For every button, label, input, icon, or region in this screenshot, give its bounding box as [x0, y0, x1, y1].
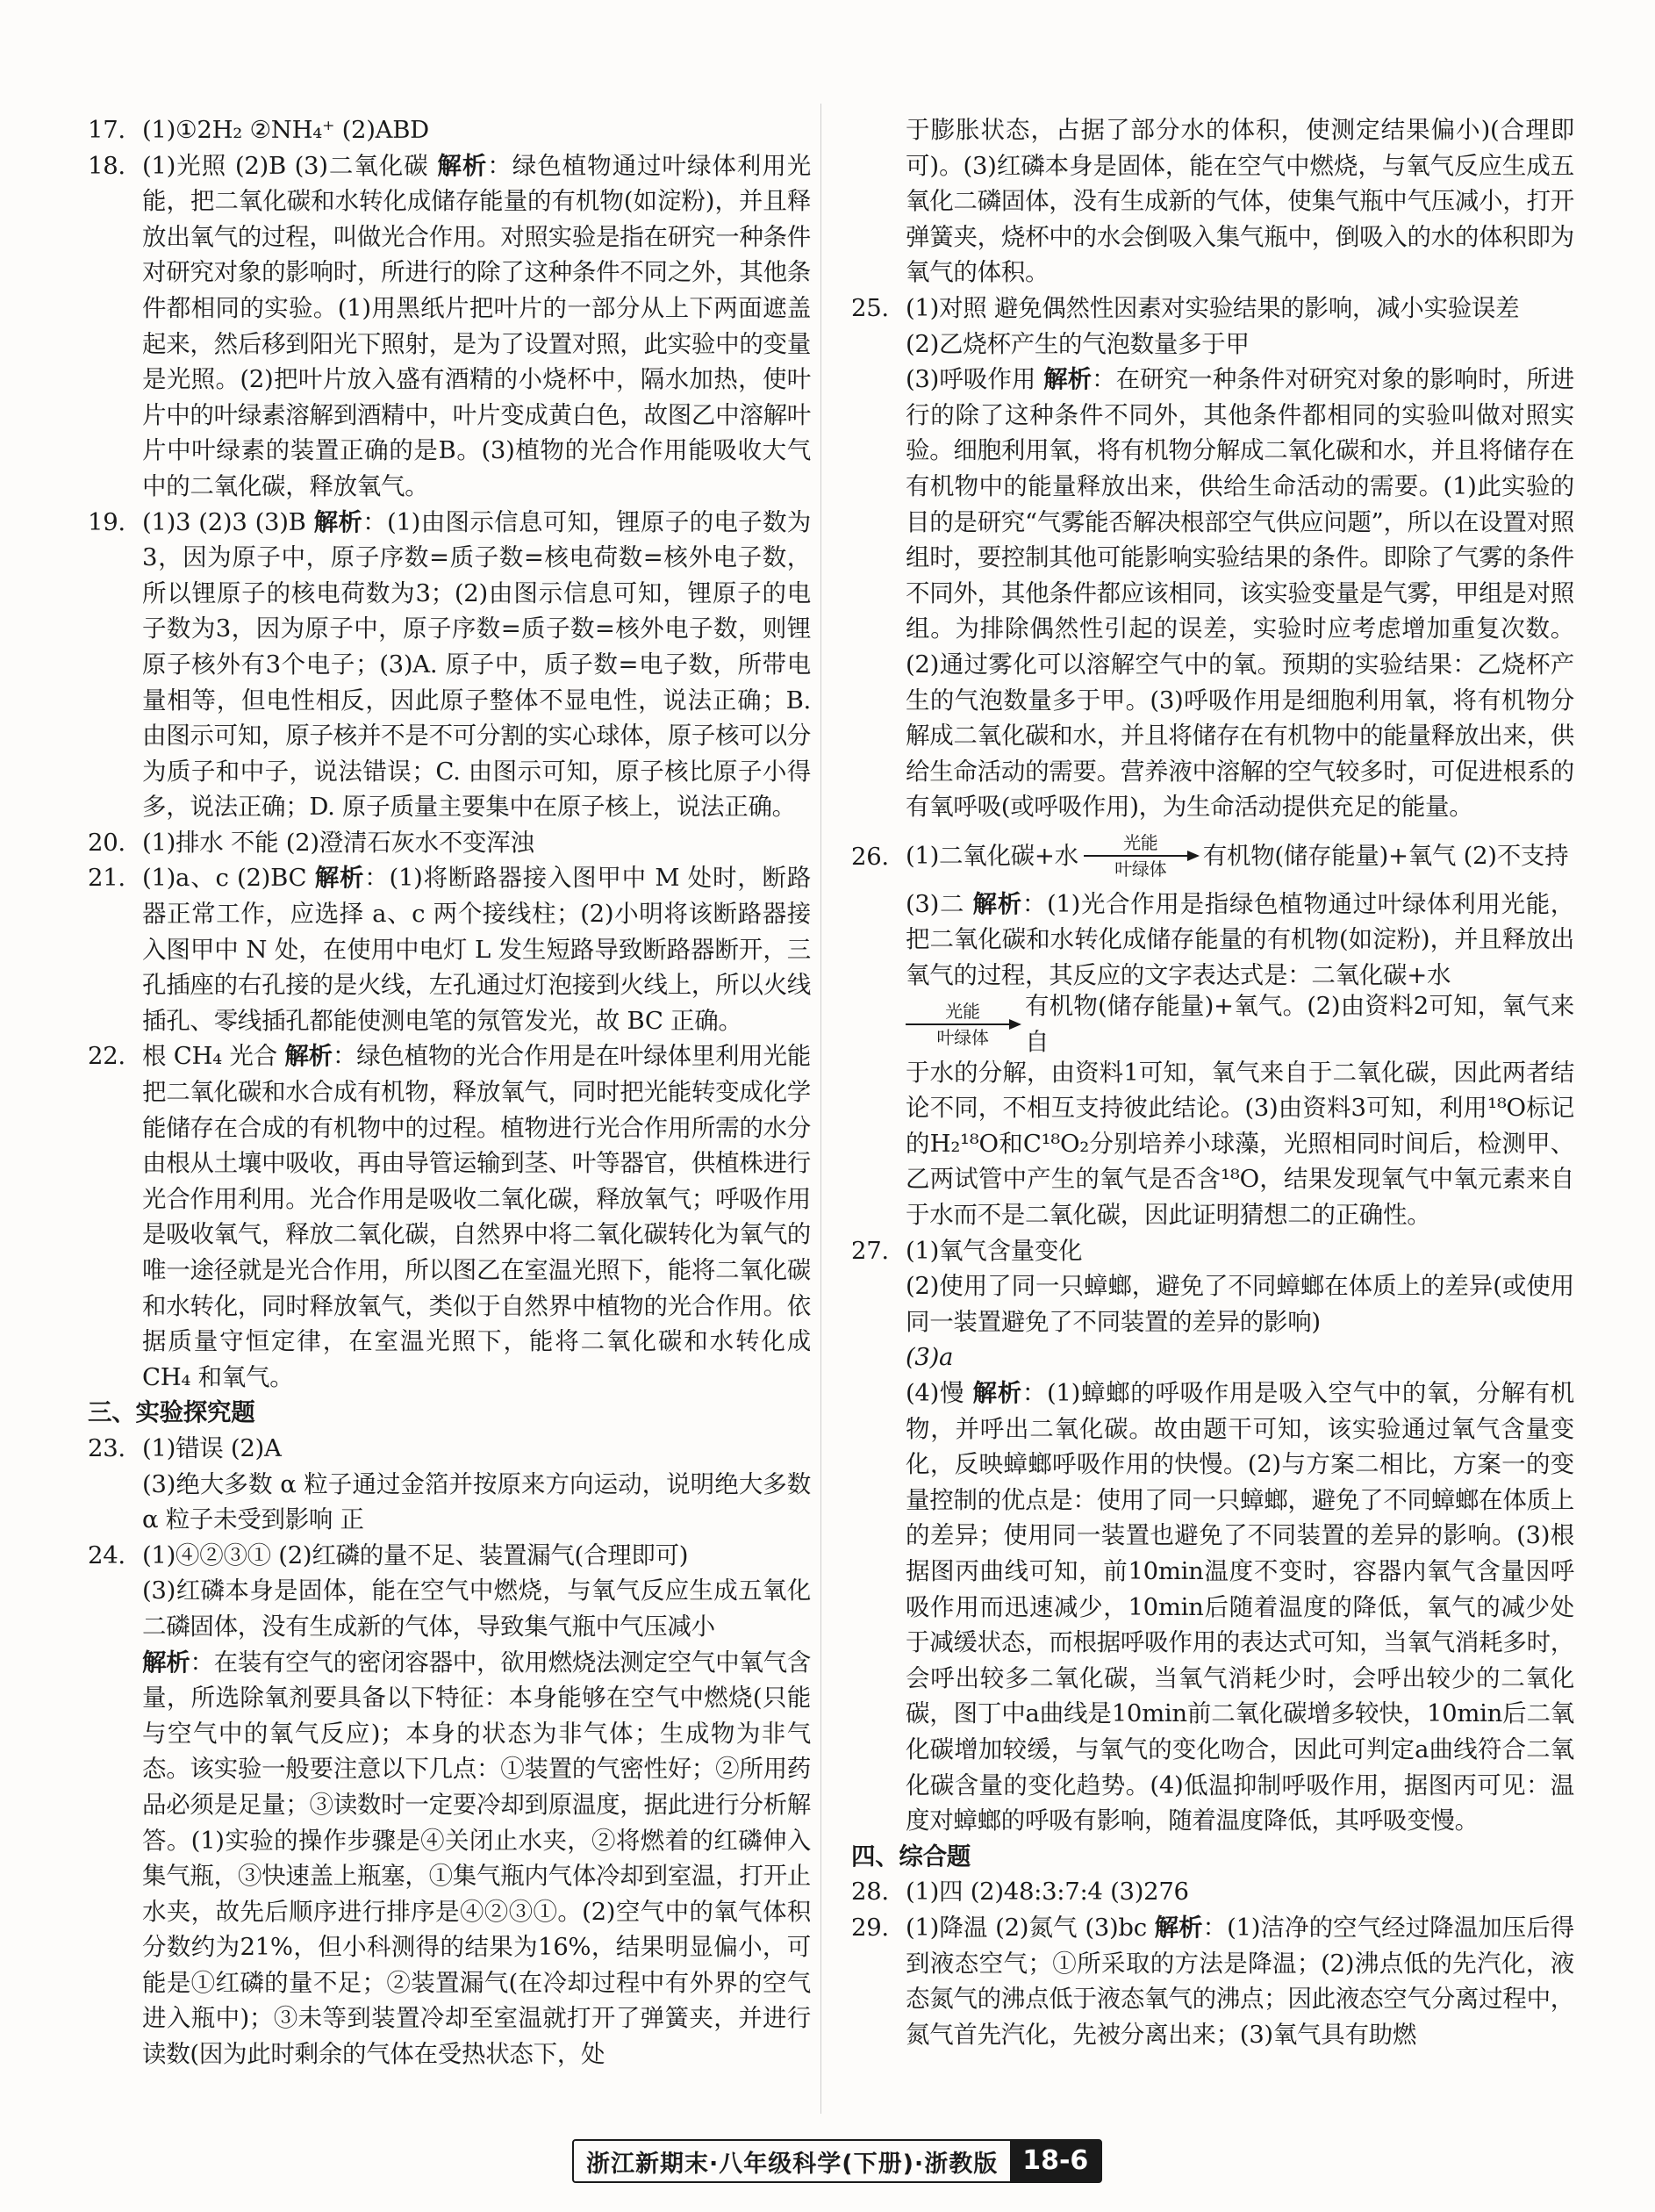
- item-number: 22.: [88, 1042, 125, 1071]
- item-number: 18.: [88, 151, 125, 180]
- column-divider: [820, 104, 821, 2114]
- analysis-label: 解析: [314, 864, 365, 893]
- answer-20: [88, 825, 811, 861]
- answer-18: [88, 148, 811, 505]
- answer-text: (2)使用了同一只蟑螂，避免了不同蟑螂在体质上的差异(或使用同一装置避免了不同装置的差异的影响): [906, 1272, 1574, 1336]
- item-number: 23.: [88, 1433, 125, 1462]
- analysis-text: ：(1)光合作用是指绿色植物通过叶绿体利用光能，把二氧化碳和水转化成储存能量的有机物(如淀粉)，并且释放出氧气的过程，其反应的文字表达式是：二氧化碳+水: [906, 889, 1574, 990]
- analysis-label: 解析: [1154, 1913, 1203, 1942]
- answer-26: [851, 825, 1574, 1233]
- answer-text: (1)3 (2)3 (3)B: [142, 507, 314, 536]
- page-footer: [572, 2139, 1102, 2183]
- answer-text: (1)对照 避免偶然性因素对实验结果的影响，减小实验误差: [906, 293, 1520, 322]
- analysis-text: ：在研究一种条件对研究对象的影响时，所进行的除了这种条件不同外，其他条件都相同的实验叫做对照实验。细胞利用氧，将有机物分解成二氧化碳和水，并且将储存在有机物中的能量释放出来，供给生命活动的需要。(1)此实验的目的是研究“气雾能否解决根部空气供应问题”，所以在设置对照组时，要控制其他可能影响实验结果的条件。即除了气雾的条件不同外，其他条件都应该相同，该实验变量是气雾，甲组是对照组。为排除偶然性引起的误差，实验时应考虑增加重复次数。(2)通过雾化可以溶解空气中的氧。预期的实验结果：乙烧杯产生的气泡数量多于甲。(3)呼吸作用是细胞利用氧，将有机物分解成二氧化碳和水，并且将储存在有机物中的能量释放出来，供给生命活动的需要。营养液中溶解的空气较多时，可促进根系的有氧呼吸(或呼吸作用)，为生命活动提供充足的能量。: [906, 365, 1574, 822]
- answer-text: (1)光照 (2)B (3)二氧化碳: [142, 151, 438, 180]
- answer-27: [851, 1233, 1574, 1839]
- answer-text: (3)红磷本身是固体，能在空气中燃烧，与氧气反应生成五氧化二磷固体，没有生成新的气体，导致集气瓶中气压减小: [142, 1576, 811, 1641]
- answer-25: [851, 291, 1574, 825]
- analysis-text: ：在装有空气的密闭容器中，欲用燃烧法测定空气中氧气含量，所选除氧剂要具备以下特征：本身能够在空气中燃烧(只能与空气中的氧气反应)；本身的状态为非气体；生成物为非气态。该实验一般要注意以下几点：①装置的气密性好；②所用药品必须是足量；③读数时一定要冷却到原温度，据此进行分析解答。(1)实验的操作步骤是④关闭止水夹，②将燃着的红磷伸入集气瓶，③快速盖上瓶塞，①集气瓶内气体冷却到室温，打开止水夹，故先后顺序进行排序是④②③①。(2)空气中的氧气体积分数约为21%，但小科测得的结果为16%，结果明显偏小，可能是①红磷的量不足；②装置漏气(在冷却过程中有外界的空气进入瓶中)；③未等到装置冷却至室温就打开了弹簧夹，并进行读数(因为此时剩余的气体在受热状态下，处: [142, 1648, 811, 2069]
- item-number: 26.: [851, 842, 889, 871]
- answer-text: (1)排水 不能 (2)澄清石灰水不变浑浊: [142, 828, 534, 857]
- analysis-label: 解析: [972, 1379, 1022, 1407]
- item-number: 27.: [851, 1236, 889, 1265]
- answer-text: (1)降温 (2)氮气 (3)bc: [906, 1913, 1155, 1942]
- analysis-text: ：(1)蟑螂的呼吸作用是吸入空气中的氧，分解有机物，并呼出二氧化碳。故由题干可知，该实验通过氧气含量变化，反映蟑螂呼吸作用的快慢。(2)与方案二相比，方案一的变量控制的优点是：使用了同一只蟑螂，避免了不同蟑螂在体质上的差异；使用同一装置也避免了不同装置的差异的影响。(3)根据图丙曲线可知，前10min温度不变时，容器内氧气含量因呼吸作用而迅速减少，10min后随着温度的降低，氧气的减少处于减缓状态，而根据呼吸作用的表达式可知，当氧气消耗多时，会呼出较多二氧化碳，当氧气消耗少时，会呼出较少的二氧化碳，图丁中a曲线是10min前二氧化碳增多较快，10min后二氧化碳增加较缓，与氧气的变化吻合，因此可判定a曲线符合二氧化碳含量的变化趋势。(4)低温抑制呼吸作用，据图丙可见：温度对蟑螂的呼吸有影响，随着温度降低，其呼吸变慢。: [906, 1379, 1574, 1835]
- answer-21: [88, 860, 811, 1038]
- item-number: 19.: [88, 507, 125, 536]
- answer-text: (1)a、c (2)BC: [142, 864, 315, 893]
- analysis-text: ：(1)由图示信息可知，锂原子的电子数为3，因为原子中，原子序数=质子数=核电荷数=核外电子数，所以锂原子的核电荷数为3；(2)由图示信息可知，锂原子的电子数为3，因为原子中，原子序数=质子数=核外电子数，则锂原子核外有3个电子；(3)A. 原子中，质子数=电子数，所带电量相等，但电性相反，因此原子整体不显电性，说法正确；B. 由图示可知，原子核并不是不可分割的实心球体，原子核可以分为质子和中子，说法错误；C. 由图示可知，原子核比原子小得多，说法正确；D. 原子质量主要集中在原子核上，说法正确。: [142, 507, 811, 822]
- analysis-label: 解析: [972, 889, 1022, 918]
- analysis-text: 于水的分解，由资料1可知，氧气来自于二氧化碳，因此两者结论不同，不相互支持彼此结论。(3)由资料3可知，利用¹⁸O标记的H₂¹⁸O和C¹⁸O₂分别培养小球藻，光照相同时间后，检测甲、乙两试管中产生的氧气是否含¹⁸O，结果发现氧气中氧元素来自于水而不是二氧化碳，因此证明猜想二的正确性。: [906, 1058, 1574, 1230]
- answer-23: [88, 1431, 811, 1538]
- answer-text: (3)呼吸作用: [906, 365, 1044, 394]
- answer-text: (3)绝大多数 α 粒子通过金箔并按原来方向运动，说明绝大多数 α 粒子未受到影响 正: [142, 1469, 811, 1534]
- condition-top: 光能: [1123, 831, 1158, 853]
- item-number: 24.: [88, 1540, 125, 1569]
- condition-bottom: 叶绿体: [936, 1026, 989, 1048]
- analysis-text: ：绿色植物通过叶绿体利用光能，把二氧化碳和水转化成储存能量的有机物(如淀粉)，并且释放出氧气的过程，叫做光合作用。对照实验是指在研究一种条件对研究对象的影响时，所进行的除了这种条件不同之外，其他条件都相同的实验。(1)用黑纸片把叶片的一部分从上下两面遮盖起来，然后移到阳光下照射，是为了设置对照，此实验中的变量是光照。(2)把叶片放入盛有酒精的小烧杯中，隔水加热，使叶片中的叶绿素溶解到酒精中，叶片变成黄白色，故图乙中溶解叶片中叶绿素的装置正确的是B。(3)植物的光合作用能吸收大气中的二氧化碳，释放氧气。: [142, 151, 811, 500]
- item-number: 29.: [851, 1913, 889, 1942]
- section-heading: 三、实验探究题: [88, 1398, 255, 1427]
- word-equation: (1)二氧化碳+水 光能 叶绿体 有机物(储存能量)+氧气 (2)不支持: [906, 831, 1569, 880]
- condition-top: 光能: [945, 1000, 980, 1022]
- answer-29: [851, 1910, 1574, 2052]
- analysis-label: 解析: [1043, 365, 1093, 394]
- left-column: [88, 112, 811, 2072]
- item-number: 21.: [88, 864, 125, 893]
- analysis-label: 解析: [284, 1042, 333, 1071]
- answer-28: [851, 1874, 1574, 1910]
- reaction-arrow: [1084, 833, 1198, 879]
- analysis-text: ：绿色植物的光合作用是在叶绿体里利用光能把二氧化碳和水合成有机物，释放氧气，同时把光能转变成化学能储存在合成的有机物中的过程。植物进行光合作用所需的水分由根从土壤中吸收，再由导管运输到茎、叶等器官，供植株进行光合作用利用。光合作用是吸收二氧化碳，释放氧气；呼吸作用是吸收氧气，释放二氧化碳，自然界中将二氧化碳转化为氧气的唯一途径就是光合作用，所以图乙在室温光照下，能将二氧化碳和水转化，同时释放氧气，类似于自然界中植物的光合作用。依据质量守恒定律，在室温光照下，能将二氧化碳和水转化成 CH₄ 和氧气。: [142, 1042, 812, 1391]
- item-number: 25.: [851, 293, 889, 322]
- item-number: 28.: [851, 1878, 889, 1907]
- answer-24-continued: [851, 112, 1574, 291]
- answer-text: (2)乙烧杯产生的气泡数量多于甲: [906, 329, 1250, 358]
- answer-text: (3)a: [906, 1343, 954, 1372]
- item-number: 20.: [88, 828, 125, 857]
- section-heading: 四、综合题: [851, 1842, 971, 1871]
- answer-text: (1)错误 (2)A: [142, 1433, 282, 1462]
- item-number: 17.: [88, 116, 125, 144]
- analysis-text: ：(1)将断路器接入图甲中 M 处时，断路器正常工作，应选择 a、c 两个接线柱；(2)小明将该断路器接入图甲中 N 处，在使用中电灯 L 发生短路导致断路器断开，三孔插座的右孔接的是火线，左孔通过灯泡接到火线上，所以火线插孔、零线插孔都能使测电笔的氖管发光，故 BC 正确。: [142, 864, 811, 1035]
- answer-24: [88, 1538, 811, 2072]
- page-number: 18-6: [1010, 2141, 1100, 2181]
- right-column: [851, 112, 1574, 2052]
- answer-22: [88, 1038, 811, 1395]
- reaction-arrow: [906, 1002, 1020, 1047]
- answer-17: [88, 112, 811, 148]
- analysis-label: 解析: [313, 507, 363, 536]
- answer-text: 根 CH₄ 光合: [142, 1042, 285, 1071]
- analysis-text: ：(1)洁净的空气经过降温加压后得到液态空气；①所采取的方法是降温；(2)沸点低的先汽化，液态氮气的沸点低于液态氧气的沸点；因此液态空气分离过程中，氮气首先汽化，先被分离出来；(3)氧气具有助燃: [906, 1913, 1574, 2049]
- arrow-icon: [1084, 855, 1198, 857]
- word-equation-2: 光能 叶绿体 有机物(储存能量)+氧气。(2)由资料2可知，氧气来自: [900, 994, 1574, 1055]
- arrow-icon: [906, 1023, 1020, 1025]
- analysis-label: 解析: [437, 151, 488, 180]
- book-title: 浙江新期末·八年级科学(下册)·浙教版: [586, 2150, 999, 2178]
- answer-text: (4)慢: [906, 1379, 973, 1407]
- condition-bottom: 叶绿体: [1114, 858, 1167, 880]
- answer-text: (1)四 (2)48:3:7:4 (3)276: [906, 1878, 1189, 1907]
- analysis-text: 于膨胀状态，占据了部分水的体积，使测定结果偏小)(合理即可)。(3)红磷本身是固体，能在空气中燃烧，与氧气反应生成五氧化二磷固体，没有生成新的气体，使集气瓶中气压减小，打开弹簧夹，烧杯中的水会倒吸入集气瓶中，倒吸入的水的体积即为氧气的体积。: [906, 116, 1574, 287]
- answer-text: (1)④②③① (2)红磷的量不足、装置漏气(合理即可): [142, 1540, 689, 1569]
- analysis-label: 解析: [142, 1648, 190, 1677]
- answer-text: (1)①2H₂ ②NH₄⁺ (2)ABD: [142, 116, 429, 144]
- answer-text: (3)二: [906, 889, 973, 918]
- answer-text: (1)氧气含量变化: [906, 1236, 1083, 1265]
- answer-19: [88, 505, 811, 825]
